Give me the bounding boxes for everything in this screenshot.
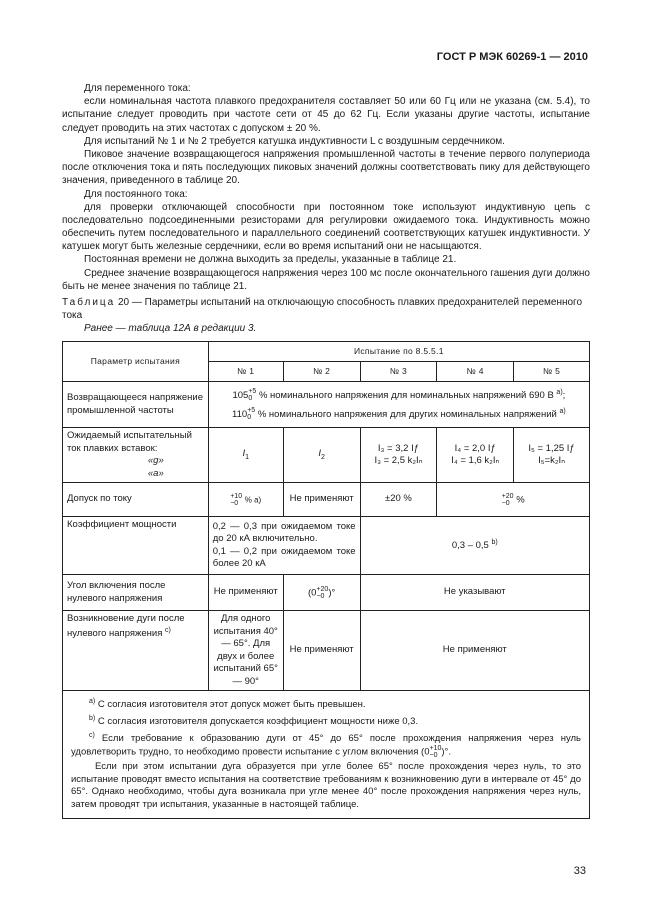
row-current-label [63,428,209,483]
row-voltage-label: Возвращающееся напряжение промышленной частоты [63,382,209,428]
row-pf-label: Коэффициент мощности [63,517,209,575]
test-header: Испытание по 8.5.5.1 [208,342,589,362]
fuse-a: «a» [147,467,164,479]
arc-test-1: Для одного испытания 40° — 65°. Для двух и более испытаний 65° — 90° [208,611,283,691]
current-label: Ожидаемый испытательный ток плавких вставок: [67,430,192,454]
paragraph: если номинальная частота плавкого предохранителя составляет 50 или 60 Гц или не указана (см. 5.4), то испытание следует проводить при частоте сети от 45 до 62 Гц. Если указаны другие частоты, испытание следует проводить на этих частотах с допуском ± 20 %. [62,96,590,134]
test-parameters-table [62,341,590,819]
voltage-value-2: 110 [232,408,248,420]
pf-test-345: 0,3 – 0,5 $^{b)}$ [360,517,589,575]
test-col-4: № 4 [437,362,514,382]
test-col-2: № 2 [283,362,360,382]
current-test-3: I₃ = 3,2 Iƒ I₃ = 2,5 k₂Iₙ [360,428,437,483]
arc-test-2: Не применяют [283,611,360,691]
previous-edition-note: Ранее — таблица 12А в редакции 3. [84,323,257,334]
tolerance: +5 0 [247,407,256,422]
param-header: Параметр испытания [63,342,209,382]
tolerance: +5 0 [248,388,257,403]
angle-test-345: Не указывают [360,575,589,611]
footnote-a: $^{a)}$ С согласия изготовителя этот допуск может быть превышен. [89,698,366,711]
test-col-1: № 1 [208,362,283,382]
paragraph: для проверки отключающей способности при постоянном токе используют индуктивную цепь с последовательно подсоединенными резисторами для регулировки ожидаемого тока. Индуктивность можно обеспечить путем последовательного и параллельного соединений соответствующих катушек индуктивности. У катушек могут быть железные сердечники, если во время испытаний они не насыщаются. [62,201,590,253]
table-caption [62,296,590,322]
tolerance-test-45: +20 −0 % [437,483,590,517]
test-col-5: № 5 [514,362,590,382]
fuse-g: «g» [147,455,164,467]
test-col-3: № 3 [360,362,437,382]
body-text [62,82,590,293]
footnote-ref: a) [556,388,563,396]
pf-test-12: 0,2 — 0,3 при ожидаемом токе до 20 кА включительно. 0,1 — 0,2 при ожидаемом токе более 20 кА [208,517,360,575]
tolerance-test-3: ±20 % [360,483,437,517]
tolerance-test-2: Не применяют [283,483,360,517]
standard-header: ГОСТ Р МЭК 60269-1 — 2010 [436,51,588,63]
caption-label: Таблица [62,297,116,308]
footnote-b: $^{b)}$ С согласия изготовителя допускается коэффициент мощности ниже 0,3. [89,715,419,728]
paragraph: Для испытаний № 1 и № 2 требуется катушка индуктивности L с воздушным сердечником. [84,135,505,147]
caption-text: 20 — Параметры испытаний на отключающую способность плавких предохранителей переменного тока [62,297,583,322]
current-test-2: $I_2$ [283,428,360,483]
voltage-value-1: 105 [232,389,249,401]
row-angle-label: Угол включения после нулевого напряжения [63,575,209,611]
footnote-ref: a) [559,407,566,415]
paragraph: Для переменного тока: [84,83,191,94]
current-test-1: $I_1$ [208,428,283,483]
paragraph: Среднее значение возвращающегося напряжения через 100 мс после окончательного гашения дуги должно быть не менее значения по таблице 21. [62,267,590,292]
row-arc-label: Возникновение дуги после нулевого напряжения $^{c)}$ [63,611,209,691]
voltage-line-2: % номинального напряжения для других номинальных напряжений [257,408,557,420]
tolerance-test-1: +10 −0 % a) [208,483,283,517]
current-test-5: I₅ = 1,25 Iƒ I₅=k₂Iₙ [514,428,590,483]
angle-test-1: Не применяют [208,575,283,611]
page-number: 33 [573,865,586,877]
paragraph: Пиковое значение возвращающегося напряжения промышленной частоты в течение первого полупериода после отключения тока и пять последующих пиковых значений должны соответствовать пику для действующего значения, приведенного в таблице 20. [62,148,590,187]
footnote-c: $^{c)}$ Если требование к образованию дуги от 45° до 65° после прохождения напряжения через нуль удовлетворить трудно, то необходимо провести испытание с углом включения (0+10 −0 )°. [71,731,581,760]
angle-test-2: (0+20 −0 )° [283,575,360,611]
table-footnotes [63,691,590,818]
current-test-4: I₄ = 2,0 Iƒ I₄ = 1,6 k₂Iₙ [437,428,514,483]
footnote-extra: Если при этом испытании дуга образуется при угле более 65° после прохождения через нуль, то это испытание проводят вместо испытания на соответствие требованиям к возникновению дуги в интервале от 45° до 65°. Однако необходимо, чтобы дуга возникала при угле менее 40° после прохождения напряжения через нуль, затем проводят три испытания, указанные в настоящей таблице. [71,761,581,811]
row-tolerance-label: Допуск по току [63,483,209,517]
paragraph: Постоянная времени не должна выходить за пределы, указанные в таблице 21. [84,254,457,266]
arc-test-345: Не применяют [360,611,589,691]
paragraph: Для постоянного тока: [84,188,188,200]
row-voltage-value: 105+5 0 % номинального напряжения для номинальных напряжений 690 В $^{a)}$; 110+5 0 % номинального напряжения для других номинальных напряжений $^{a)}$ [208,382,589,428]
voltage-line-1: % номинального напряжения для номинальных напряжений 690 В [258,389,554,401]
